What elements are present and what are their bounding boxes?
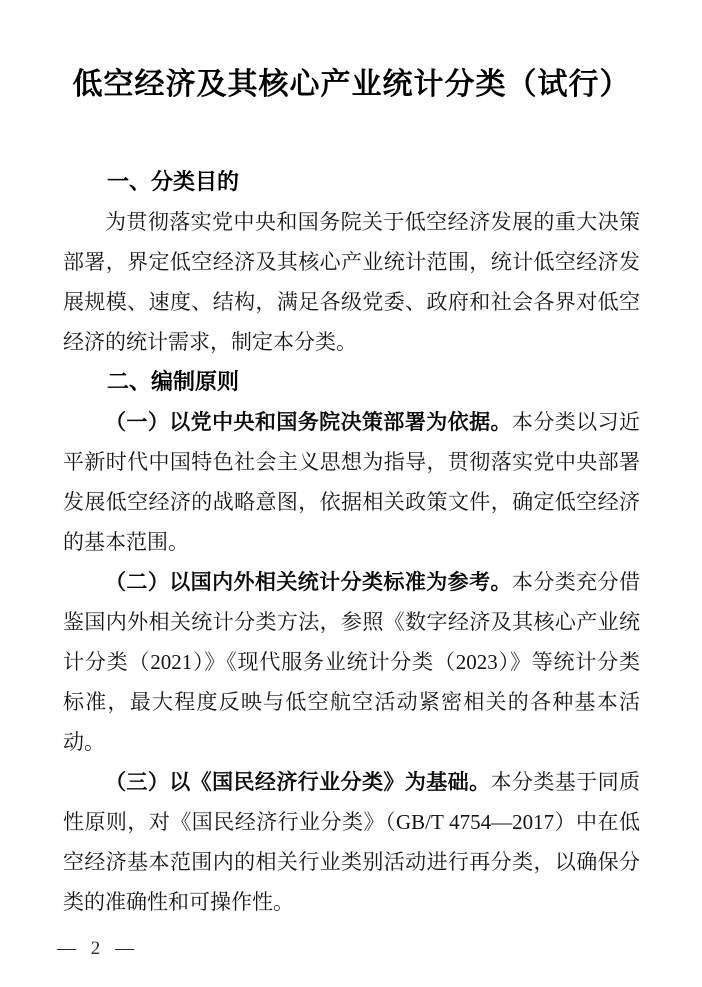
paragraph-lead: （二）以国内外相关统计分类标准为参考。 (105, 570, 512, 594)
paragraph (63, 762, 640, 922)
document-title: 低空经济及其核心产业统计分类（试行） (72, 68, 631, 101)
paragraph-text: 为贯彻落实党中央和国务院关于低空经济发展的重大决策部署，界定低空经济及其核心产业统计范围，统计低空经济发展规模、速度、结构，满足各级党委、政府和社会各界对低空经济的统计需求，制定本分类。 (63, 210, 640, 354)
paragraph (63, 202, 640, 362)
paragraph-lead: （三）以《国民经济行业分类》为基础。 (105, 770, 491, 794)
paragraph-lead: （一）以党中央和国务院决策部署为依据。 (105, 410, 512, 434)
paragraph-text: 本分类充分借鉴国内外相关统计分类方法，参照《数字经济及其核心产业统计分类（2021）》《现代服务业统计分类（2023）》等统计分类标准，最大程度反映与低空航空活动紧密相关的各种基本活动。 (63, 570, 641, 754)
section-heading-principles: 二、编制原则 (107, 369, 240, 394)
paragraph (63, 402, 640, 562)
section-classification-purpose (63, 162, 640, 362)
paragraph-text: 本分类以习近平新时代中国特色社会主义思想为指导，贯彻落实党中央部署发展低空经济的战略意图，依据相关政策文件，确定低空经济的基本范围。 (63, 410, 641, 554)
section-heading-purpose: 一、分类目的 (107, 169, 240, 194)
page-number: — 2 — (57, 938, 135, 959)
paragraph-text: 本分类基于同质性原则，对《国民经济行业分类》（GB/T 4754—2017）中在低空经济基本范围内的相关行业类别活动进行再分类，以确保分类的准确性和可操作性。 (63, 770, 640, 914)
paragraph (63, 562, 640, 762)
section-compilation-principles (63, 362, 640, 922)
